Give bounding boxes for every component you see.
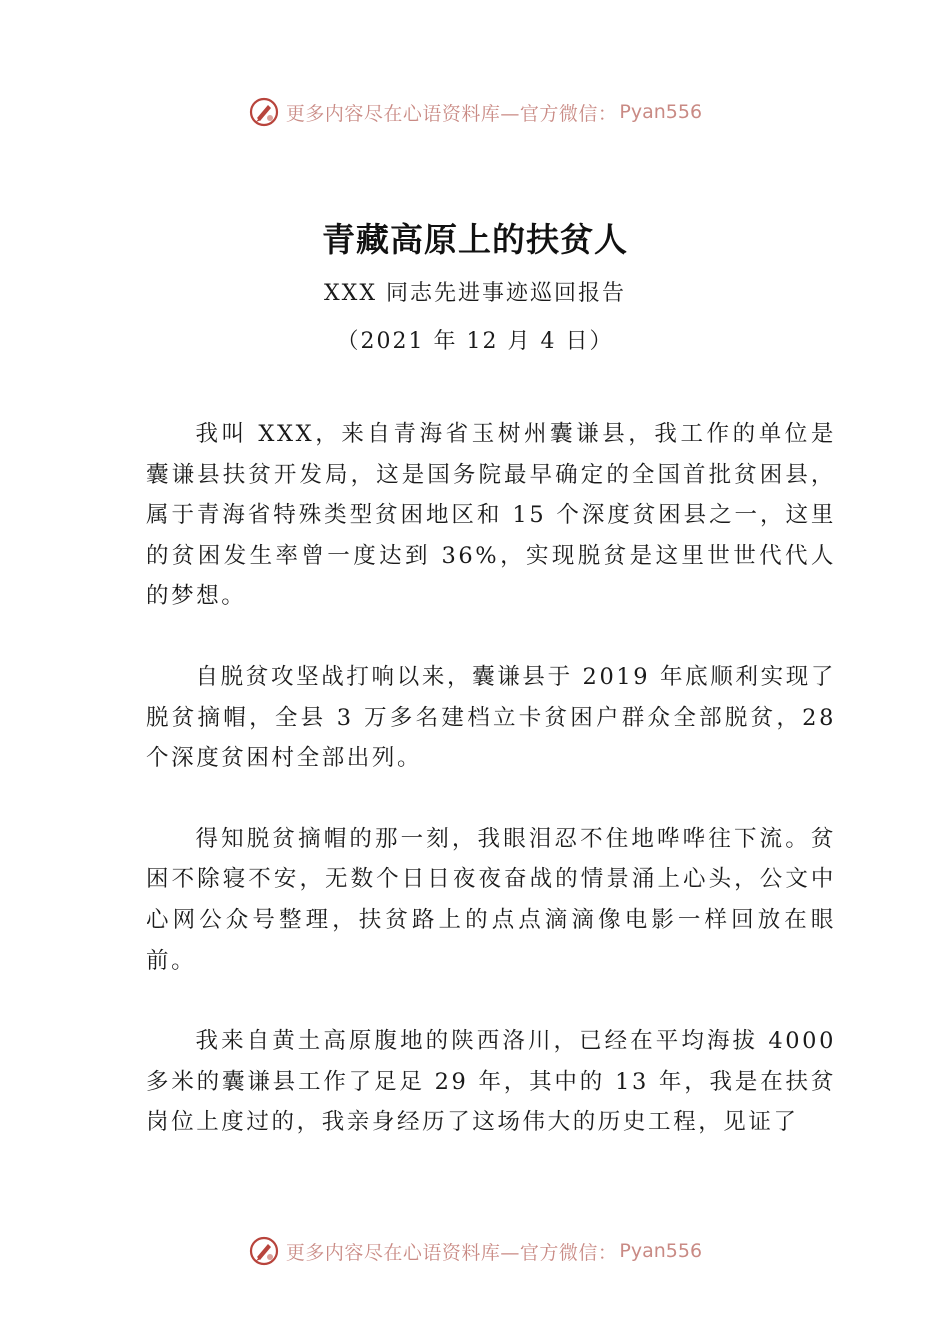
banner-text: 更多内容尽在心语资料库—官方微信： <box>285 102 618 125</box>
paragraph: 得知脱贫摘帽的那一刻，我眼泪忍不住地哗哗往下流。贫困不除寝不安，无数个日日夜夜奋战的情景涌上心头，公文中心网公众号整理，扶贫路上的点点滴滴像电影一样回放在眼前。 <box>146 825 836 974</box>
document-date: （2021 年 12 月 4 日） <box>336 329 614 354</box>
paragraph: 自脱贫攻坚战打响以来，囊谦县于 2019 年底顺利实现了脱贫摘帽，全县 3 万多名建档立卡贫困户群众全部脱贫，28 个深度贫困村全部出列。 <box>146 663 836 772</box>
brand-logo-icon <box>248 1235 280 1267</box>
footer-banner <box>0 1235 950 1267</box>
banner-wechat-id: Pyan556 <box>619 1240 703 1262</box>
banner-text: 更多内容尽在心语资料库—官方微信： <box>285 1241 618 1264</box>
document-subtitle: XXX 同志先进事迹巡回报告 <box>324 281 626 306</box>
header-banner <box>0 96 950 128</box>
brand-logo-icon <box>248 96 280 128</box>
paragraph: 我叫 XXX，来自青海省玉树州囊谦县，我工作的单位是囊谦县扶贫开发局，这是国务院最早确定的全国首批贫困县， 属于青海省特殊类型贫困地区和 15 个深度贫困县之一，这里的贫困发生率曾一度达到 36%，实现脱贫是这里世世代代人的梦想。 <box>146 421 836 610</box>
document-body <box>146 414 836 1183</box>
document-title: 青藏高原上的扶贫人 <box>322 220 628 259</box>
banner-wechat-id: Pyan556 <box>619 101 703 123</box>
paragraph: 我来自黄土高原腹地的陕西洛川，已经在平均海拔 4000 多米的囊谦县工作了足足 29 年，其中的 13 年，我是在扶贫岗位上度过的，我亲身经历了这场伟大的历史工程，见证了 <box>146 1028 836 1136</box>
